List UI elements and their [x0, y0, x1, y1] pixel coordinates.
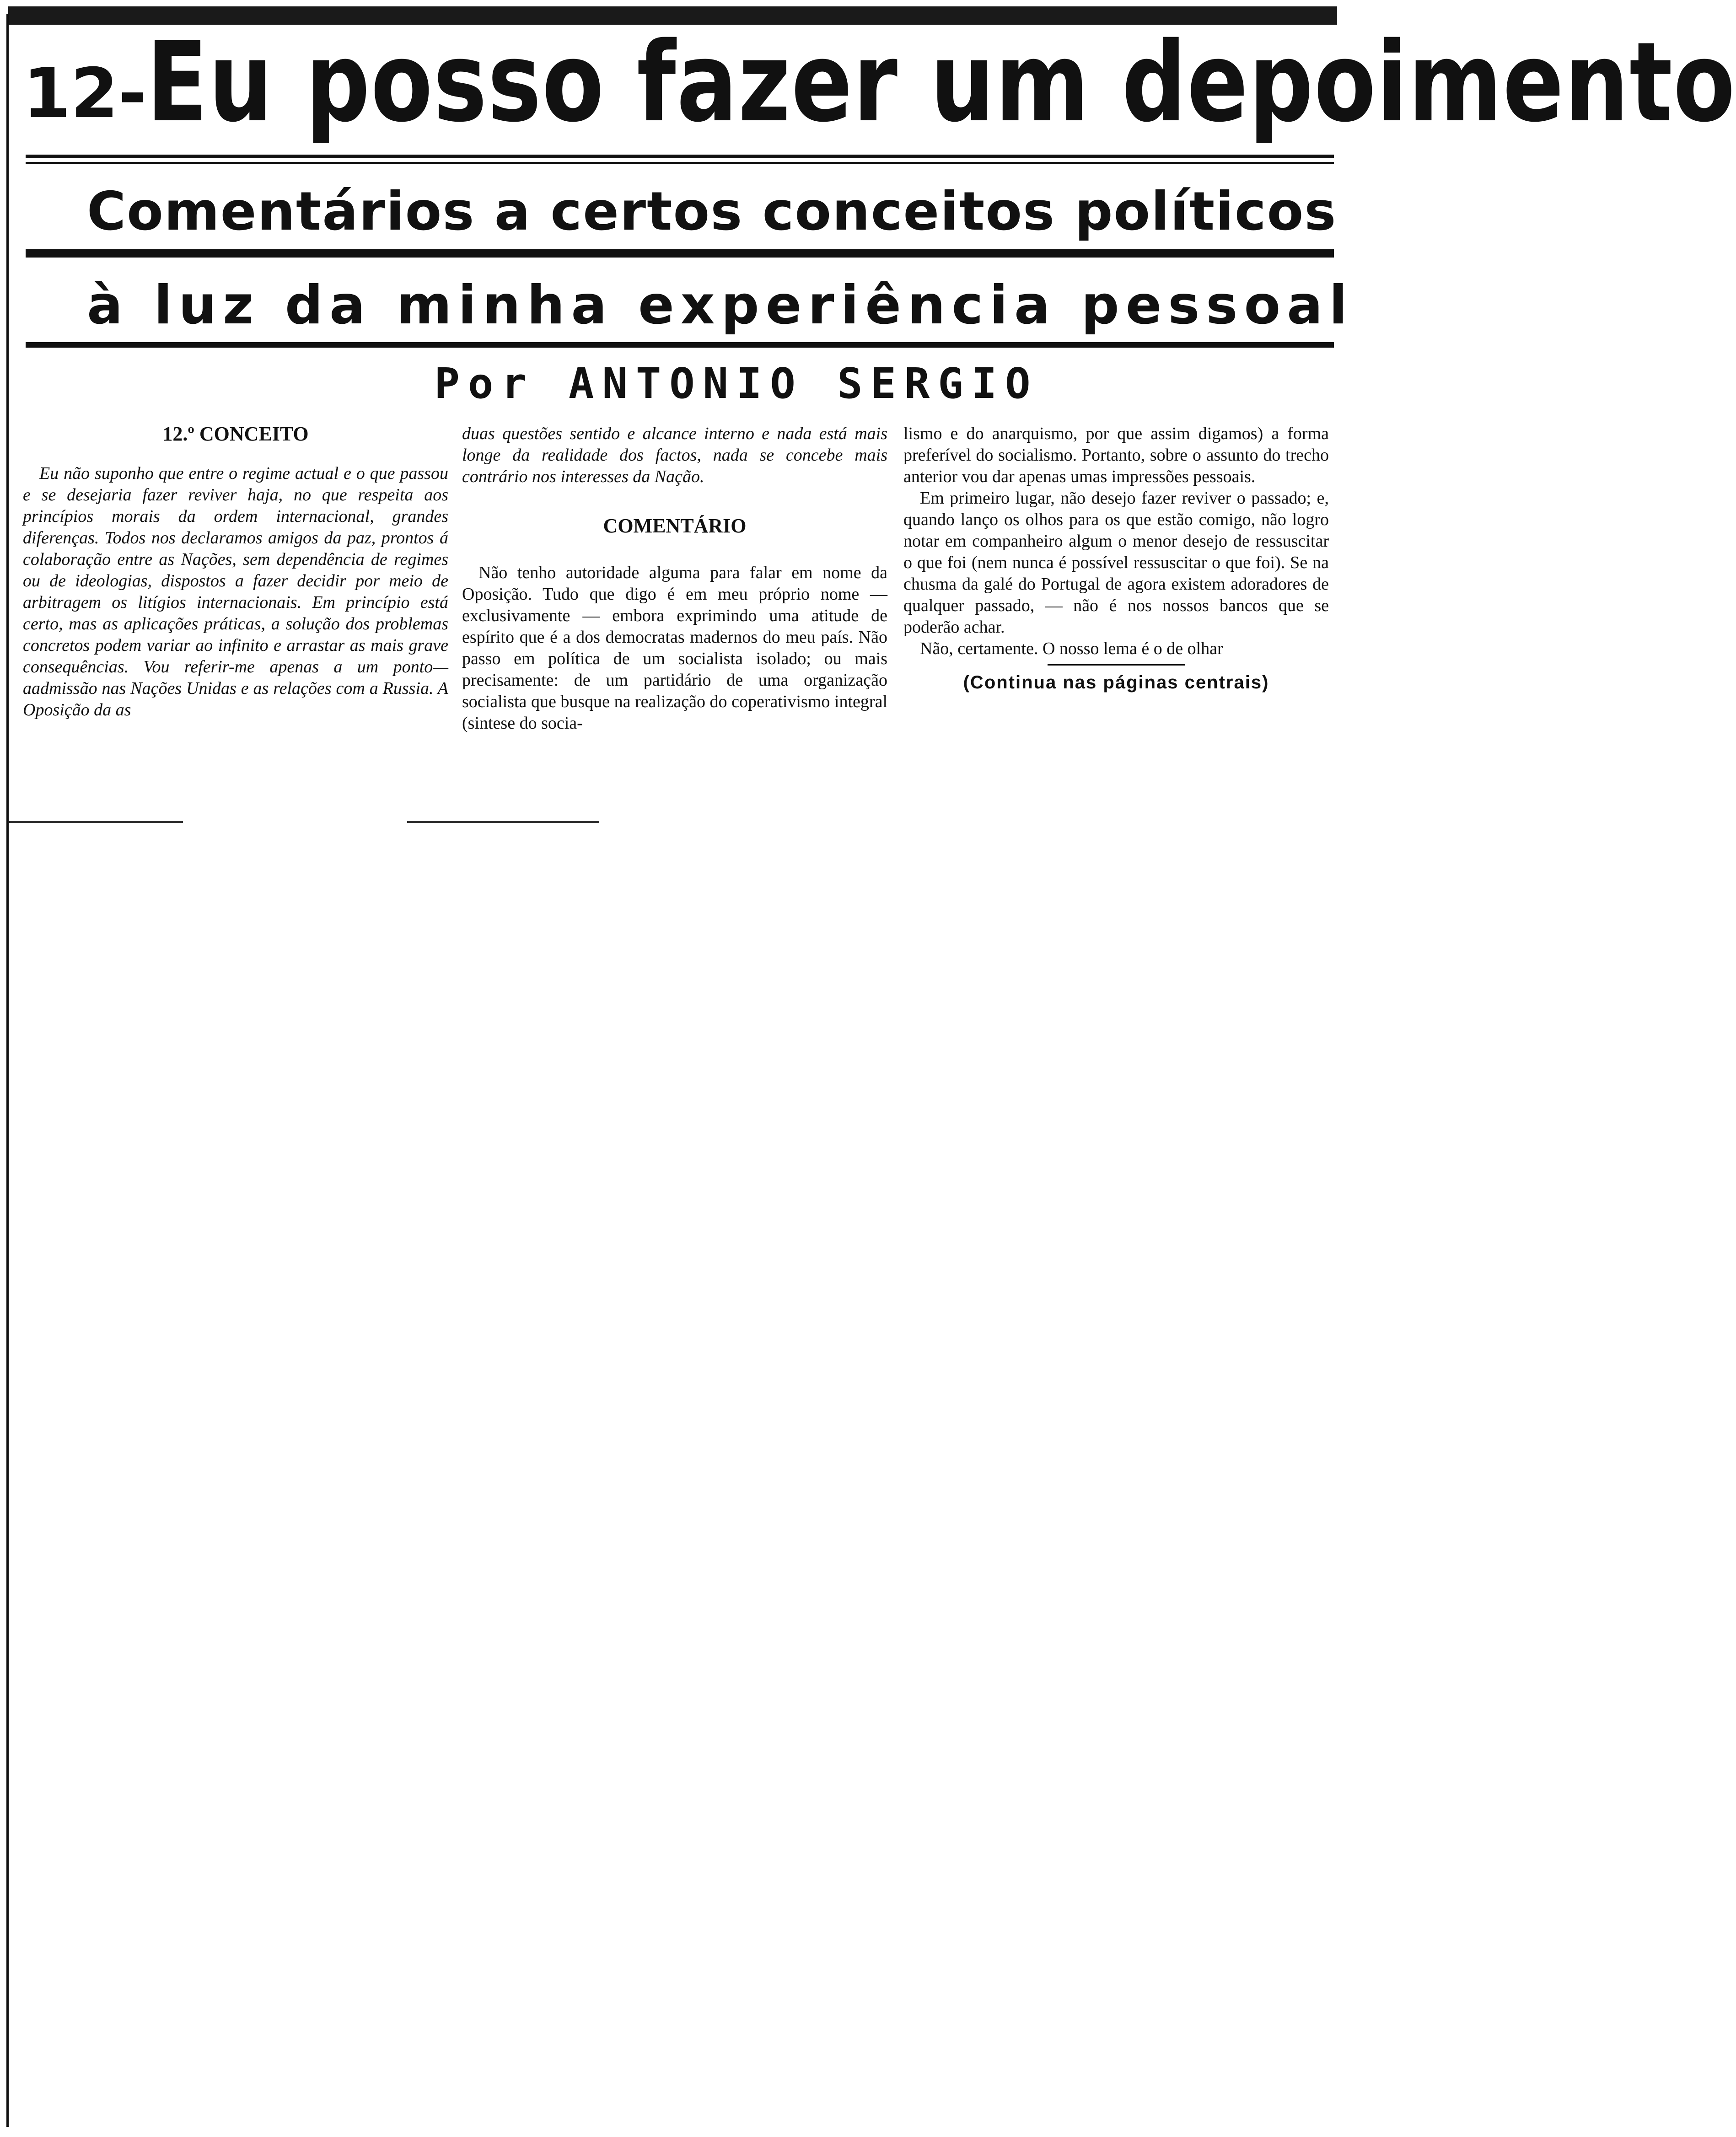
column-1-heading: 12.º CONCEITO — [162, 423, 309, 445]
headline-rule-thin — [26, 162, 1334, 164]
column-3-paragraph-2: Em primeiro lugar, não desejo fazer reviver o passado; e, quando lanço os olhos para os que estão comigo, não logro notar em companheiro algum o menor desejo de ressuscitar o que foi (nem nunca é possível ressuscitar o que foi). Se na chusma da galé do Portugal de agora existem adoradores de qualquer passado, — não é nos nossos bancos que se poderão achar. — [903, 489, 1329, 637]
subtitle-rule-1 — [26, 249, 1334, 258]
byline: Por ANTONIO SERGIO — [434, 359, 1039, 408]
continuation-rule — [1048, 664, 1185, 666]
subtitle-line-2: à luz da minha experiência pessoal — [87, 274, 1354, 336]
continuation-note: (Continua nas páginas centrais) — [963, 672, 1269, 693]
subtitle-rule-2 — [26, 342, 1334, 348]
column-2-lead-text: duas questões sentido e alcance interno e nada está mais longe da realidade dos factos, nada se concebe mais contrário nos interesses da Nação. — [462, 424, 887, 486]
clipping-edge-mark-right — [407, 821, 599, 823]
column-1 — [23, 423, 448, 721]
column-2-heading: COMENTÁRIO — [603, 515, 747, 537]
column-1-text: Eu não suponho que entre o regime actual e o que passou e se desejaria fazer reviver haja, no que respeita aos princípios morais da ordem internacional, grandes diferenças. Todos nos declaramos amigos da paz, prontos á colaboração entre as Nações, sem dependência de regimes ou de ideologias, dispostos a fazer decidir por meio de arbitragem os litígios internacionais. Em princípio está certo, mas as aplicações práticas, a solução dos problemas concretos podem variar ao infinito e arrastar as mais grave consequências. Vou referir-me apenas a um ponto—aadmissão nas Nações Unidas e as relações com a Russia. A Oposição da as — [23, 464, 448, 719]
column-2-text: Não tenho autoridade alguma para falar em nome da Oposição. Tudo que digo é em meu próprio nome — exclusivamente — embora exprimindo uma atitude de espírito que é a dos democratas madernos do meu país. Não passo em política de um socialista isolado; ou mais precisamente: de um partidário de uma organização socialista que busque na realização do coperativismo integral (sintese do socia- — [462, 563, 887, 733]
left-border-line — [6, 14, 9, 2127]
subtitle-line-1: Comentários a certos conceitos políticos — [87, 181, 1337, 242]
column-2 — [462, 423, 887, 734]
column-3-paragraph-3: Não, certamente. O nosso lema é o de olhar — [920, 639, 1223, 658]
column-3-paragraph-1: lismo e do anarquismo, por que assim digamos) a forma preferível do socialismo. Portanto, sobre o assunto do trecho anterior vou dar apenas umas impressões pessoais. — [903, 424, 1329, 486]
headline-rule-thick — [26, 155, 1334, 158]
article — [23, 0, 1736, 832]
headline — [23, 18, 1736, 146]
headline-number: 12- — [23, 54, 147, 134]
headline-title: Eu posso fazer um depoimento — [146, 18, 1736, 146]
clipping-edge-mark-left — [9, 821, 183, 823]
column-3 — [903, 423, 1329, 693]
